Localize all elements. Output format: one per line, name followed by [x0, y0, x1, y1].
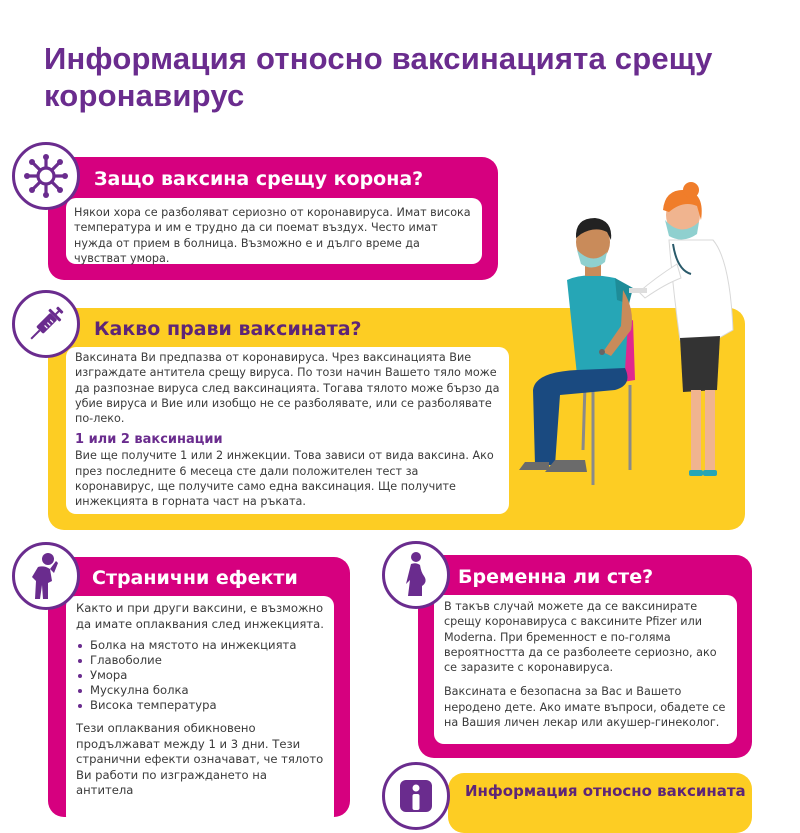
side-effects-outro: Тези оплаквания обикновено продължават между 1 и 3 дни. Тези странични ефекти означават, че тялото Ви работи по изграждането на антитела	[76, 721, 324, 797]
info-icon	[396, 776, 436, 816]
syringe-icon	[23, 301, 69, 347]
pregnant-woman-icon-badge	[382, 541, 450, 609]
side-effect-item: Главоболие	[76, 653, 324, 668]
virus-icon	[21, 151, 71, 201]
side-effects-text-panel	[66, 596, 334, 826]
side-effects-intro: Както и при други ваксини, е възможно да имате оплаквания след инжекцията.	[76, 601, 324, 631]
side-effect-item: Мускулна болка	[76, 683, 324, 698]
syringe-icon-badge	[12, 290, 80, 358]
why-vaccine-heading: Защо ваксина срещу корона?	[94, 168, 424, 190]
one-or-two-vaccinations-subheading: 1 или 2 ваксинации	[75, 432, 223, 448]
pregnant-text-panel	[434, 595, 737, 744]
info-icon-badge	[382, 762, 450, 830]
pregnant-heading: Бременна ли сте?	[458, 566, 654, 588]
side-effects-list	[76, 638, 324, 713]
side-effect-item: Умора	[76, 668, 324, 683]
side-effect-item: Болка на мястото на инжекцията	[76, 638, 324, 653]
sick-person-icon	[24, 551, 68, 601]
side-effects-heading: Странични ефекти	[92, 567, 298, 589]
pregnant-text-2: Ваксината е безопасна за Вас и Вашето неродено дете. Ако имате въпроси, обадете се на Вашия личен лекар или акушер-гинеколог.	[444, 685, 726, 730]
page-title: Информация относно ваксинацията срещу коронавирус	[44, 41, 713, 113]
vaccine-info-heading: Информация относно ваксината	[465, 782, 746, 800]
why-vaccine-text: Някои хора се разболяват сериозно от коронавируса. Имат висока температура и им е трудно да си поемат въздух. Често имат нужда от прием в болница. Възможно е и дълго време да чувстват умора.	[74, 206, 471, 265]
what-vaccine-does-text-panel	[66, 347, 509, 514]
what-vaccine-does-text: Ваксината Ви предпазва от коронавируса. Чрез ваксинацията Вие изграждате антитела срещу вируса. По този начин Вашето тяло може да разпознае вируса след ваксинацията. Тогава тялото може бързо да убие вируса и Вие или изобщо не се разболявате, или се разболявате по-леко.	[75, 351, 500, 426]
sick-person-icon-badge	[12, 542, 80, 610]
pregnant-woman-icon	[396, 550, 436, 600]
one-or-two-vaccinations-text: Вие ще получите 1 или 2 инжекции. Това зависи от вида ваксина. Ако през последните 6 месеца сте дали положителен тест за коронавирус, ще получите само една ваксинация. Ще получите инжекцията в горната част на ръката.	[75, 449, 494, 509]
why-vaccine-text-panel	[66, 198, 482, 264]
virus-icon-badge	[12, 142, 80, 210]
side-effect-item: Висока температура	[76, 698, 324, 713]
pregnant-text-1: В такъв случай можете да се ваксинирате срещу коронавируса с ваксините Pfizer или Moderna. При бременност е по-голяма вероятността да се разболеете сериозно, ако се заразите с коронавируса.	[444, 600, 717, 675]
what-vaccine-does-heading: Какво прави ваксината?	[94, 318, 362, 340]
nurse-vaccinating-patient-illustration	[505, 180, 745, 500]
